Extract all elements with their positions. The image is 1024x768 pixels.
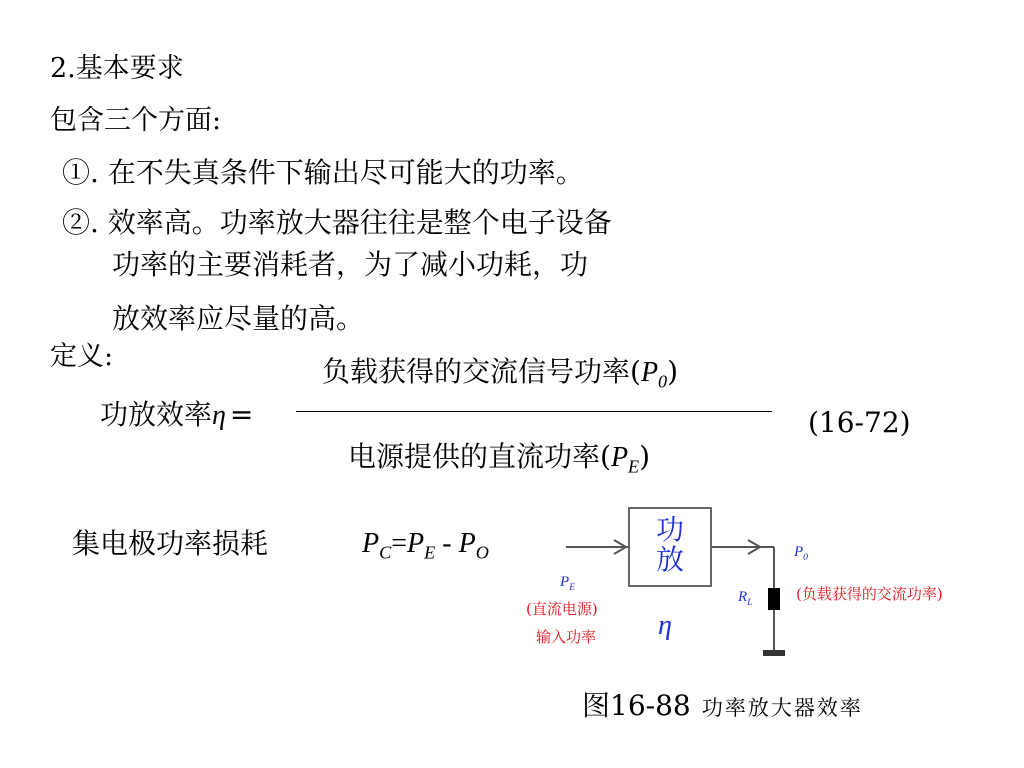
fraction-bar xyxy=(296,411,772,412)
equation-number: (16-72) xyxy=(808,406,911,439)
pe-description: (直流电源) xyxy=(526,600,598,618)
diagram-eta: η xyxy=(658,610,672,641)
pe-symbol-formula: P xyxy=(407,528,425,559)
collector-loss-formula xyxy=(362,527,489,570)
pe-sub-formula: E xyxy=(424,542,436,563)
numerator-symbol: P xyxy=(640,357,659,388)
pc-symbol: P xyxy=(362,528,380,559)
definition-label: 定义: xyxy=(50,341,114,372)
formula-numerator xyxy=(322,355,678,399)
eta-symbol: η xyxy=(212,400,226,431)
rl-label xyxy=(738,588,753,612)
p0-label xyxy=(794,543,808,567)
rl-label-sub: L xyxy=(747,597,753,608)
amplifier-label-line-1: 功 xyxy=(655,513,684,546)
load-resistor-icon xyxy=(768,588,780,610)
pe-label-symbol: P xyxy=(560,574,570,590)
section-heading: 2.基本要求 xyxy=(50,53,184,84)
requirement-2-line-1: ②. 效率高。功率放大器往往是整个电子设备 xyxy=(62,206,612,239)
amplifier-diagram xyxy=(526,500,1020,670)
caption-number: 图16-88 xyxy=(582,689,691,722)
denominator-text: 电源提供的直流功率( xyxy=(348,440,611,473)
numerator-text: 负载获得的交流信号功率( xyxy=(322,355,641,388)
pc-sub: C xyxy=(379,542,392,563)
amplifier-label-line-2: 放 xyxy=(655,543,684,576)
efficiency-formula-lhs xyxy=(100,398,253,433)
intro-text: 包含三个方面: xyxy=(50,105,222,136)
amplifier-block xyxy=(628,507,712,587)
po-sub: O xyxy=(475,542,489,563)
load-description: (负载获得的交流功率) xyxy=(796,585,943,603)
rl-label-symbol: R xyxy=(738,589,748,605)
formula-denominator xyxy=(348,440,650,484)
pe-label xyxy=(560,573,580,597)
minus-sign: - xyxy=(435,528,459,559)
amplifier-label xyxy=(630,515,710,575)
requirement-1: ①. 在不失真条件下输出尽可能大的功率。 xyxy=(62,156,584,189)
caption-text: 功率放大器效率 xyxy=(701,696,863,720)
numerator-close: ) xyxy=(667,355,679,388)
figure-caption xyxy=(582,684,863,724)
p0-label-sub: 0 xyxy=(803,552,809,563)
p0-label-symbol: P xyxy=(794,544,804,560)
requirement-2-line-2: 功率的主要消耗者，为了减小功耗，功 xyxy=(112,248,589,281)
denominator-symbol: P xyxy=(610,442,629,473)
denominator-close: ) xyxy=(639,440,651,473)
pe-input-power: 输入功率 xyxy=(536,628,597,646)
ground-icon xyxy=(763,650,785,656)
efficiency-lhs-text: 功放效率 xyxy=(100,398,213,431)
numerator-subscript: 0 xyxy=(658,371,668,392)
equals-sign: = xyxy=(229,398,254,431)
pc-equals: = xyxy=(391,528,408,559)
requirement-2-line-3: 放效率应尽量的高。 xyxy=(112,302,365,335)
denominator-subscript: E xyxy=(628,456,640,477)
po-symbol: P xyxy=(458,528,476,559)
pe-label-sub: E xyxy=(569,582,576,593)
collector-loss-label: 集电极功率损耗 xyxy=(72,527,269,560)
